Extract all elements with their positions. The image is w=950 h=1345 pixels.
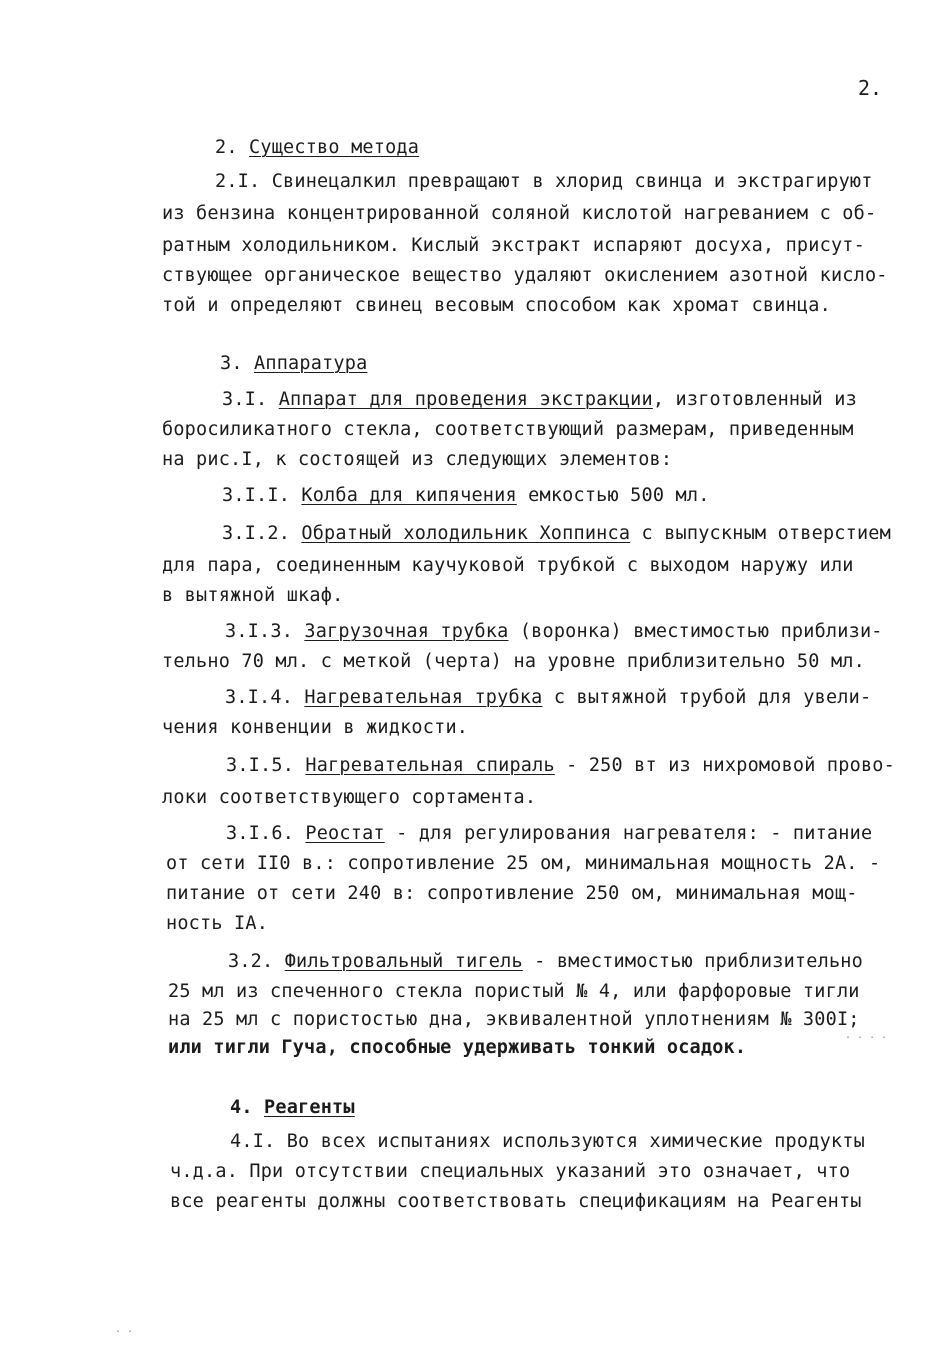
- para-3-1-3-number: 3.I.3.: [225, 621, 294, 642]
- para-3-1-2-line-2: для пара, соединенным каучуковой трубкой с выходом наружу или: [162, 555, 854, 576]
- section-2-title: Существо метода: [249, 137, 420, 158]
- para-3-1-term: Аппарат для проведения экстракции: [278, 389, 653, 410]
- para-3-1-3-line-2: тельно 70 мл. с меткой (черта) на уровне приблизительно 50 мл.: [162, 651, 865, 672]
- section-3-heading: [220, 352, 367, 376]
- para-3-1-rest: , изготовленный из: [652, 389, 857, 410]
- para-3-1-2-term: Обратный холодильник Хоппинса: [301, 523, 631, 544]
- section-4-number: 4.: [230, 1097, 253, 1118]
- para-3-1-6-line-3: питание от сети 240 в: сопротивление 250 ом, минимальная мощ-: [166, 883, 858, 904]
- para-3-1-line-1: [222, 388, 857, 412]
- para-3-1-6-line-2: от сети II0 в.: сопротивление 25 ом, минимальная мощность 2А. -: [166, 853, 881, 874]
- para-3-1-3-rest: (воронка) вместимостью приблизи-: [519, 621, 883, 642]
- para-3-1-2-line-3: в вытяжной шкаф.: [162, 585, 344, 606]
- para-3-1-6-rest: - для регулирования нагревателя: - питание: [396, 823, 873, 844]
- para-4-1-line-3: все реагенты должны соответствовать спецификациям на Реагенты: [170, 1191, 862, 1212]
- scan-speck: . .: [115, 1324, 134, 1335]
- para-3-1-1-number: 3.I.I.: [222, 485, 291, 506]
- para-3-1-2-line-1: [222, 522, 891, 546]
- para-3-1-5-line-1: [226, 754, 895, 778]
- para-3-1-4-term: Нагревательная трубка: [304, 687, 543, 708]
- page-number: 2.: [858, 76, 883, 100]
- para-3-2-term: Фильтровальный тигель: [284, 951, 523, 972]
- para-3-1-number: 3.I.: [222, 389, 268, 410]
- para-2-1-line-5: той и определяют свинец весовым способом как хромат свинца.: [162, 295, 831, 316]
- para-3-1-5-rest: - 250 вт из нихромовой прово-: [566, 755, 895, 776]
- para-3-1-1: [222, 484, 710, 508]
- para-3-1-4-number: 3.I.4.: [225, 687, 294, 708]
- para-3-1-6-line-4: ность IA.: [166, 913, 269, 934]
- para-3-1-1-rest: емкостью 500 мл.: [528, 485, 710, 506]
- para-3-1-6-line-1: [226, 822, 872, 846]
- para-3-1-5-term: Нагревательная спираль: [305, 755, 555, 776]
- para-2-1-line-2: из бензина концентрированной соляной кислотой нагреванием с об-: [162, 203, 877, 224]
- para-3-2-line-3: на 25 мл с пористостью дна, эквивалентной уплотнениям № 300I;: [168, 1009, 860, 1030]
- para-3-1-2-rest: с выпускным отверстием: [641, 523, 891, 544]
- para-3-2-rest: - вместимостью приблизительно: [534, 951, 863, 972]
- scan-speck: . . . .: [845, 1030, 888, 1041]
- para-3-1-4-rest: с вытяжной трубой для увели-: [553, 687, 872, 708]
- para-3-1-6-term: Реостат: [305, 823, 385, 844]
- para-4-1-line-1: 4.I. Во всех испытаниях используются химические продукты: [230, 1131, 865, 1152]
- section-3-number: 3.: [220, 353, 243, 374]
- para-3-2-line-2: 25 мл из спеченного стекла пористый № 4, или фарфоровые тигли: [168, 981, 860, 1002]
- para-2-1-line-4: ствующее органическое вещество удаляют окислением азотной кисло-: [162, 265, 888, 286]
- section-4-title: Реагенты: [264, 1097, 355, 1118]
- section-2-heading: [215, 136, 419, 160]
- para-2-1-line-3: ратным холодильником. Кислый экстракт испаряют досуха, присут-: [162, 235, 865, 256]
- para-3-1-3-line-1: [225, 620, 883, 644]
- para-3-1-5-number: 3.I.5.: [226, 755, 295, 776]
- para-3-2-line-1: [228, 950, 863, 974]
- section-3-title: Аппаратура: [254, 353, 368, 374]
- para-3-2-number: 3.2.: [228, 951, 274, 972]
- para-3-1-5-line-2: локи соответствующего сортамента.: [162, 787, 537, 808]
- para-3-1-6-number: 3.I.6.: [226, 823, 295, 844]
- para-3-1-4-line-1: [225, 686, 871, 710]
- section-2-number: 2.: [215, 137, 238, 158]
- para-3-1-3-term: Загрузочная трубка: [304, 621, 509, 642]
- para-3-1-line-3: на рис.I, к состоящей из следующих элементов:: [162, 449, 673, 470]
- para-3-2-line-4: или тигли Гуча, способные удерживать тонкий осадок.: [168, 1037, 747, 1058]
- para-4-1-line-2: ч.д.а. При отсутствии специальных указаний это означает, что: [170, 1161, 851, 1182]
- para-3-1-2-number: 3.I.2.: [222, 523, 291, 544]
- section-4-heading: [230, 1096, 355, 1120]
- para-3-1-4-line-2: чения конвенции в жидкости.: [162, 717, 469, 738]
- para-3-1-line-2: боросиликатного стекла, соответствующий размерам, приведенным: [162, 419, 854, 440]
- para-2-1-line-1: 2.I. Свинецалкил превращают в хлорид свинца и экстрагируют: [215, 171, 873, 192]
- para-3-1-1-term: Колба для кипячения: [301, 485, 517, 506]
